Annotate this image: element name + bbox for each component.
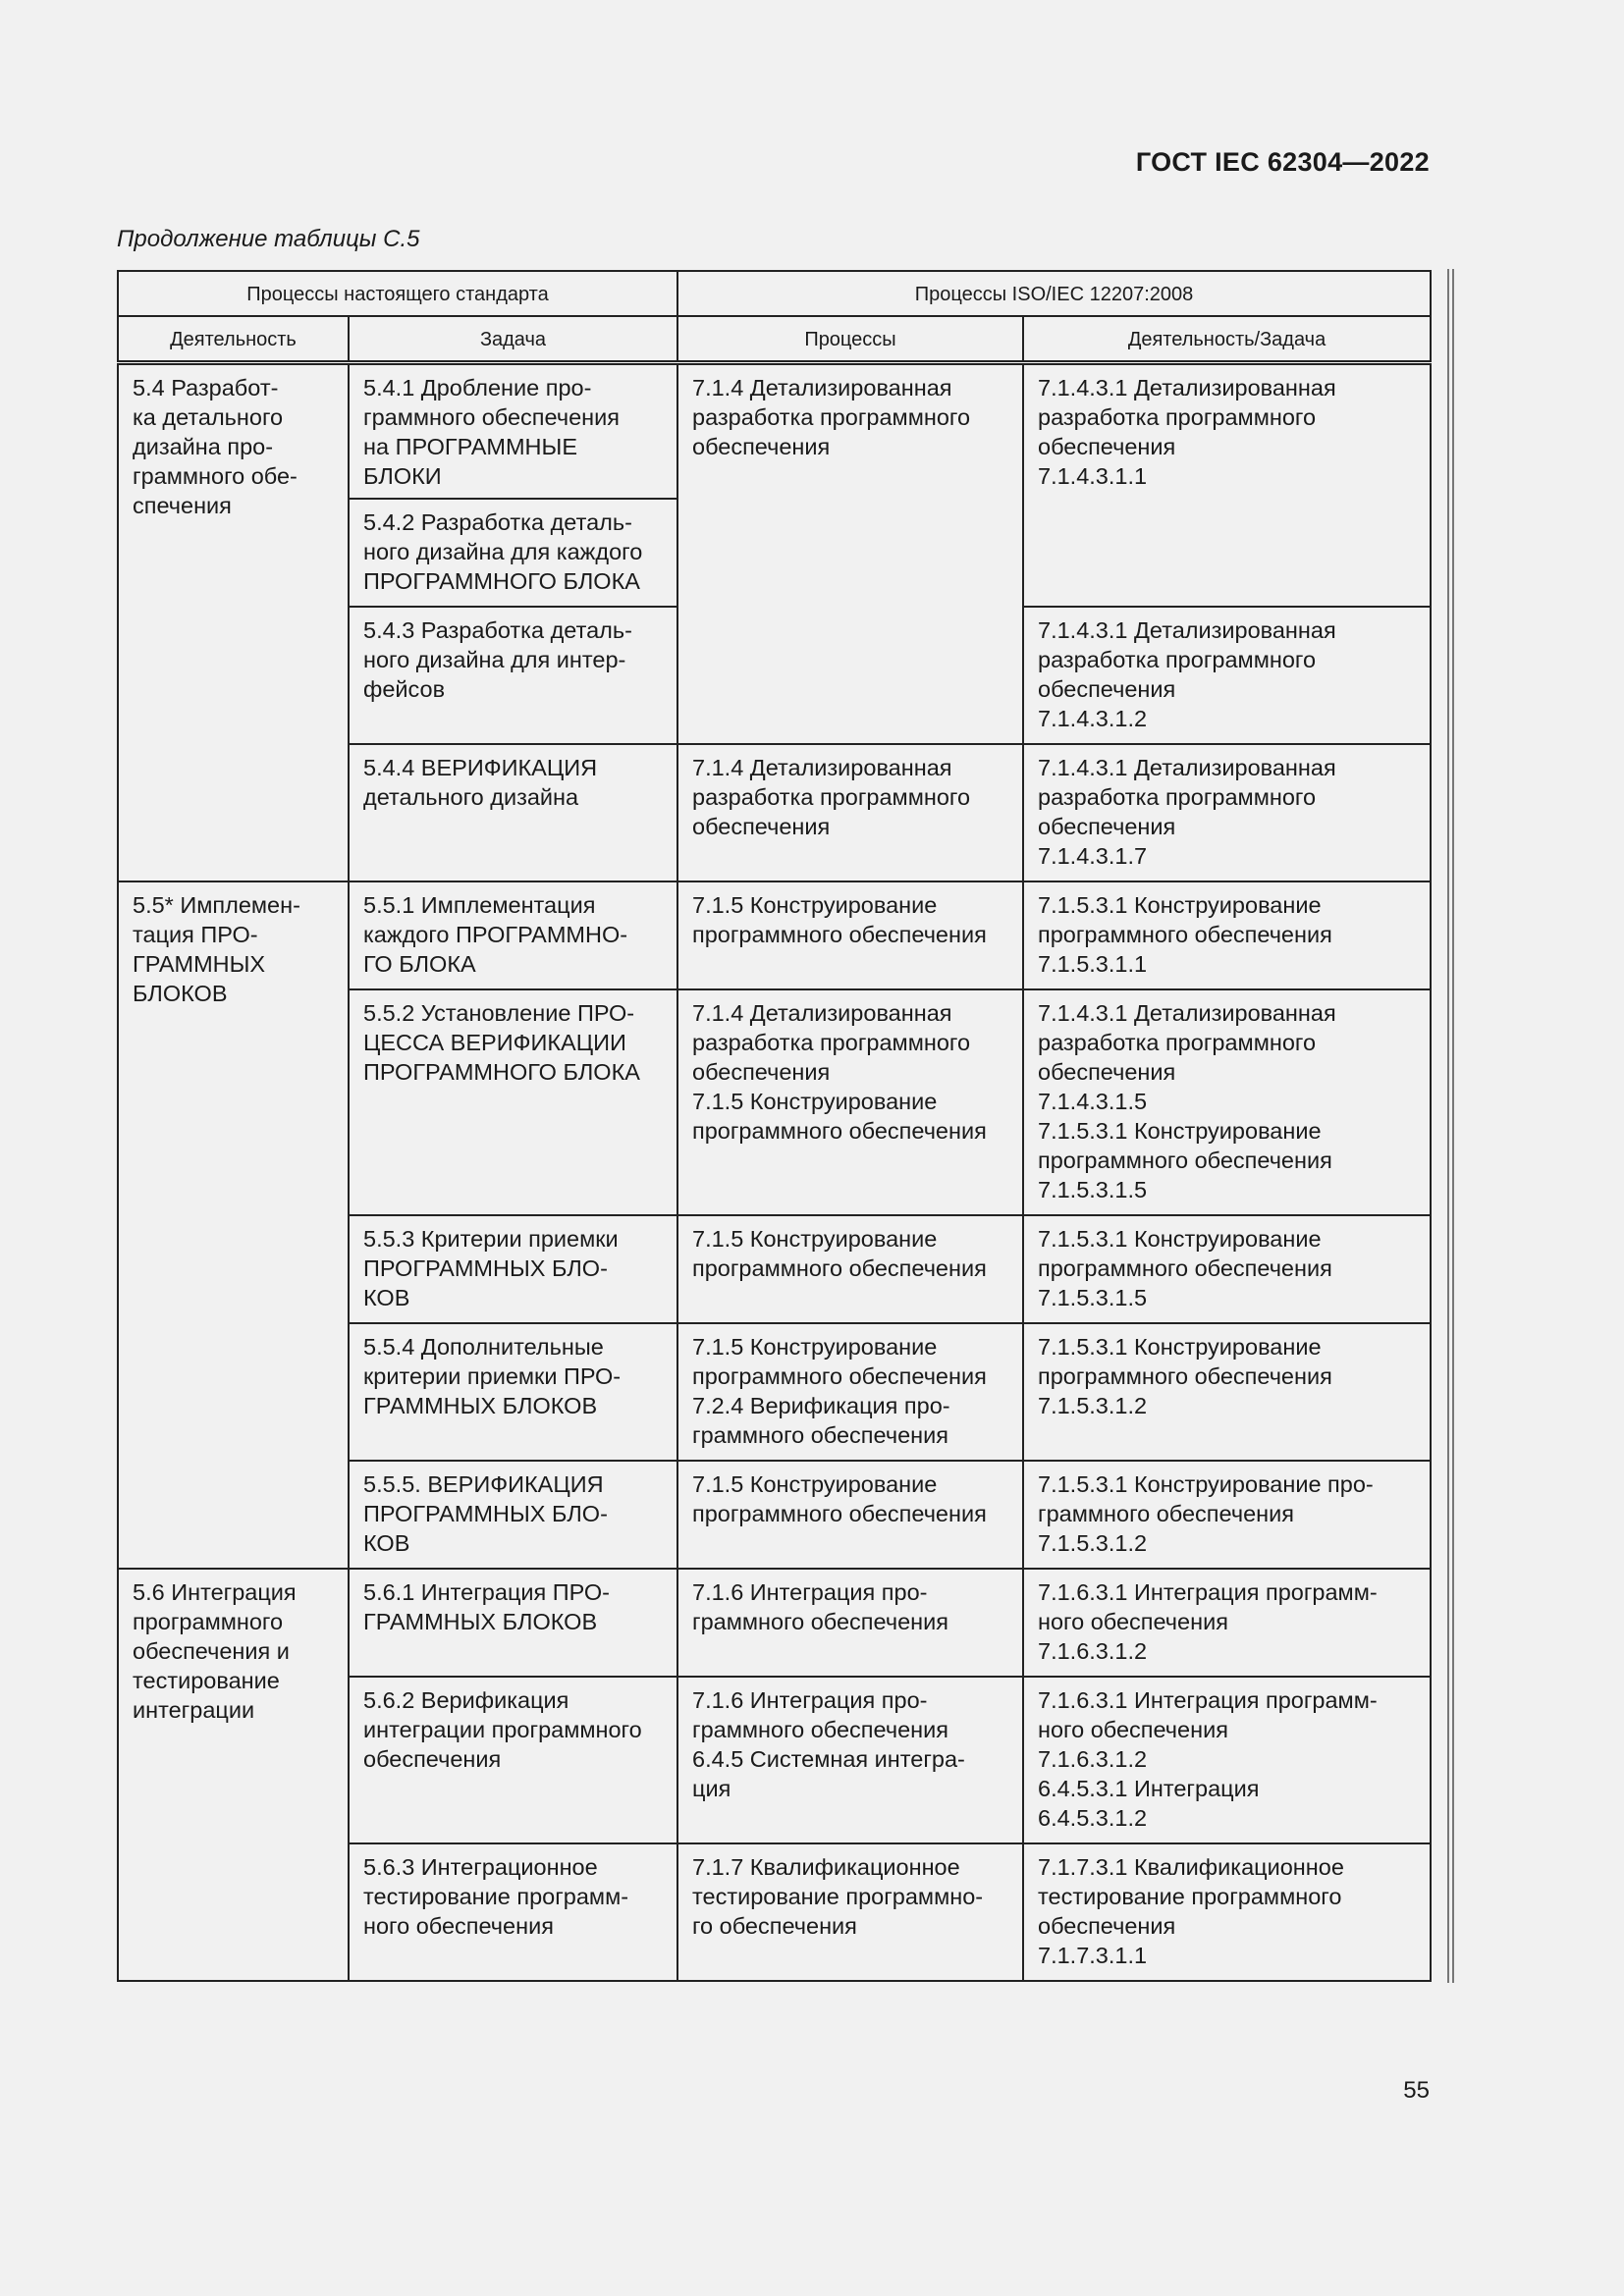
- process-cell: 7.1.4 Детализированная разработка программного обеспечения: [677, 363, 1023, 744]
- process-cell: 7.1.5 Конструирование программного обеспечения: [677, 1215, 1023, 1323]
- column-header-row: [118, 316, 1431, 363]
- group-header-iso: Процессы ISO/IEC 12207:2008: [677, 271, 1431, 316]
- process-cell: 7.1.6 Интеграция про- граммного обеспечения: [677, 1569, 1023, 1677]
- task-cell: 5.4.3 Разработка деталь- ного дизайна для интер- фейсов: [349, 607, 677, 744]
- task-cell: 5.6.1 Интеграция ПРО- ГРАММНЫХ БЛОКОВ: [349, 1569, 677, 1677]
- task-cell: 5.5.2 Установление ПРО- ЦЕССА ВЕРИФИКАЦИИ ПРОГРАММНОГО БЛОКА: [349, 989, 677, 1215]
- group-header-standard: Процессы настоящего стандарта: [118, 271, 677, 316]
- task-cell: 5.5.1 Имплементация каждого ПРОГРАММНО- ГО БЛОКА: [349, 881, 677, 989]
- margin-rule: [1452, 269, 1454, 1983]
- activity-cell: 5.6 Интеграция программного обеспечения и тестирование интеграции: [118, 1569, 349, 1981]
- document-id: ГОСТ IEC 62304—2022: [1135, 147, 1430, 177]
- task-cell: 5.4.1 Дробление про- граммного обеспечения на ПРОГРАММНЫЕ БЛОКИ: [349, 363, 677, 499]
- process-cell: 7.1.5 Конструирование программного обеспечения: [677, 1461, 1023, 1569]
- task-cell: 5.5.5. ВЕРИФИКАЦИЯ ПРОГРАММНЫХ БЛО- КОВ: [349, 1461, 677, 1569]
- table-row: [118, 1569, 1431, 1677]
- task-cell: 5.6.2 Верификация интеграции программного обеспечения: [349, 1677, 677, 1843]
- activity-task-cell: 7.1.6.3.1 Интеграция программ- ного обеспечения 7.1.6.3.1.2: [1023, 1569, 1431, 1677]
- process-cell: 7.1.4 Детализированная разработка программного обеспечения: [677, 744, 1023, 881]
- activity-task-cell: 7.1.4.3.1 Детализированная разработка программного обеспечения 7.1.4.3.1.7: [1023, 744, 1431, 881]
- process-cell: 7.1.7 Квалификационное тестирование программно- го обеспечения: [677, 1843, 1023, 1981]
- process-cell: 7.1.5 Конструирование программного обеспечения 7.2.4 Верификация про- граммного обеспечения: [677, 1323, 1023, 1461]
- activity-task-cell: 7.1.4.3.1 Детализированная разработка программного обеспечения 7.1.4.3.1.5 7.1.5.3.1 Конструирование программного обеспечения 7.1.5.3.1.5: [1023, 989, 1431, 1215]
- task-cell: 5.5.3 Критерии приемки ПРОГРАММНЫХ БЛО- КОВ: [349, 1215, 677, 1323]
- process-mapping-table: [117, 270, 1432, 1982]
- task-cell: 5.4.4 ВЕРИФИКАЦИЯ детального дизайна: [349, 744, 677, 881]
- table-caption: Продолжение таблицы С.5: [117, 226, 420, 252]
- column-header-processes: Процессы: [677, 316, 1023, 363]
- activity-task-cell: 7.1.5.3.1 Конструирование программного обеспечения 7.1.5.3.1.2: [1023, 1323, 1431, 1461]
- activity-task-cell: 7.1.5.3.1 Конструирование про- граммного обеспечения 7.1.5.3.1.2: [1023, 1461, 1431, 1569]
- group-header-row: [118, 271, 1431, 316]
- table-row: [118, 363, 1431, 499]
- page-number: 55: [1403, 2077, 1430, 2104]
- process-cell: 7.1.4 Детализированная разработка программного обеспечения 7.1.5 Конструирование программного обеспечения: [677, 989, 1023, 1215]
- margin-rule: [1447, 269, 1449, 1983]
- activity-cell: 5.5* Имплемен- тация ПРО- ГРАММНЫХ БЛОКОВ: [118, 881, 349, 1569]
- column-header-task: Задача: [349, 316, 677, 363]
- table-row: [118, 881, 1431, 989]
- column-header-activity: Деятельность: [118, 316, 349, 363]
- process-cell: 7.1.6 Интеграция про- граммного обеспечения 6.4.5 Системная интегра- ция: [677, 1677, 1023, 1843]
- column-header-activity-task: Деятельность/Задача: [1023, 316, 1431, 363]
- activity-task-cell: 7.1.7.3.1 Квалификационное тестирование программного обеспечения 7.1.7.3.1.1: [1023, 1843, 1431, 1981]
- task-cell: 5.4.2 Разработка деталь- ного дизайна для каждого ПРОГРАММНОГО БЛОКА: [349, 499, 677, 607]
- activity-cell: 5.4 Разработ- ка детального дизайна про- граммного обе- спечения: [118, 363, 349, 881]
- activity-task-cell: 7.1.4.3.1 Детализированная разработка программного обеспечения 7.1.4.3.1.1: [1023, 363, 1431, 607]
- activity-task-cell: 7.1.5.3.1 Конструирование программного обеспечения 7.1.5.3.1.5: [1023, 1215, 1431, 1323]
- activity-task-cell: 7.1.6.3.1 Интеграция программ- ного обеспечения 7.1.6.3.1.2 6.4.5.3.1 Интеграция 6.4.5.3.1.2: [1023, 1677, 1431, 1843]
- activity-task-cell: 7.1.4.3.1 Детализированная разработка программного обеспечения 7.1.4.3.1.2: [1023, 607, 1431, 744]
- task-cell: 5.6.3 Интеграционное тестирование программ- ного обеспечения: [349, 1843, 677, 1981]
- process-cell: 7.1.5 Конструирование программного обеспечения: [677, 881, 1023, 989]
- task-cell: 5.5.4 Дополнительные критерии приемки ПРО- ГРАММНЫХ БЛОКОВ: [349, 1323, 677, 1461]
- activity-task-cell: 7.1.5.3.1 Конструирование программного обеспечения 7.1.5.3.1.1: [1023, 881, 1431, 989]
